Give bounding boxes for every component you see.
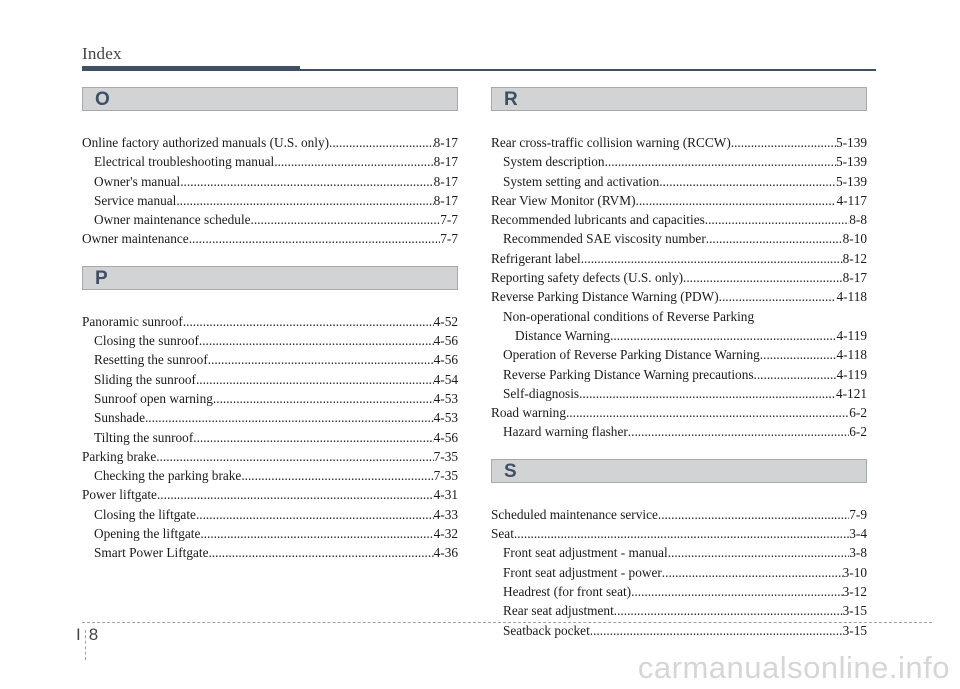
entry-label: Parking brake <box>82 448 157 464</box>
dot-leader <box>731 133 836 152</box>
index-entry <box>82 447 458 466</box>
entry-label: Online factory authorized manuals (U.S. only) <box>82 135 330 150</box>
entry-label: Owner maintenance schedule <box>94 212 251 228</box>
entry-label: Sunroof open warning <box>94 390 213 406</box>
index-entry <box>491 287 867 306</box>
index-entry <box>82 172 458 191</box>
dot-leader <box>156 447 433 466</box>
entry-label: Hazard warning flasher <box>503 424 628 440</box>
entry-label: Refrigerant label <box>491 250 581 266</box>
dot-leader <box>668 543 850 562</box>
entry-page-ref: 3-8 <box>849 545 867 561</box>
dot-leader <box>241 466 433 485</box>
dot-leader <box>251 210 441 229</box>
index-entry <box>491 621 867 640</box>
dot-leader <box>590 621 843 640</box>
index-entry <box>491 229 867 248</box>
footer-page-number: 8 <box>88 625 107 644</box>
index-entry <box>491 326 867 345</box>
entry-label: Smart Power Liftgate <box>94 545 209 561</box>
entry-page-ref: 3-10 <box>842 564 867 580</box>
index-entries <box>491 505 867 640</box>
index-entry <box>82 229 458 248</box>
entry-page-ref: 5-139 <box>835 135 867 150</box>
footer-section-letter: I <box>76 625 89 644</box>
dot-leader <box>213 389 434 408</box>
dot-leader <box>200 524 433 543</box>
entry-page-ref: 3-15 <box>842 622 867 638</box>
dot-leader <box>754 365 837 384</box>
index-entry <box>491 345 867 364</box>
section-header-o <box>82 87 458 111</box>
header-rule <box>300 69 876 71</box>
index-entry <box>491 172 867 191</box>
entry-label: Electrical troubleshooting manual <box>94 154 275 170</box>
entry-page-ref: 4-56 <box>433 333 458 349</box>
page-number <box>76 625 106 645</box>
entry-page-ref: 8-17 <box>433 135 458 150</box>
index-entry <box>491 563 867 582</box>
entry-page-ref: 7-35 <box>433 448 458 464</box>
entry-label: Reverse Parking Distance Warning (PDW) <box>491 289 719 305</box>
entry-page-ref: 4-54 <box>433 371 458 387</box>
index-entry <box>82 350 458 369</box>
dot-leader <box>566 403 849 422</box>
entry-label: Front seat adjustment - power <box>503 564 662 580</box>
entry-label: Reverse Parking Distance Warning precautions <box>503 366 754 382</box>
entry-page-ref: 6-2 <box>849 405 867 421</box>
dot-leader <box>631 582 843 601</box>
entry-label: Recommended SAE viscosity number <box>503 231 706 247</box>
entry-page-ref: 4-31 <box>433 487 458 503</box>
entry-page-ref: 4-33 <box>433 506 458 522</box>
dot-leader <box>180 172 433 191</box>
entry-page-ref: 4-32 <box>433 526 458 542</box>
index-entry <box>82 543 458 562</box>
entry-page-ref: 4-118 <box>836 289 867 305</box>
entry-label: Headrest (for front seat) <box>503 583 632 599</box>
index-entry <box>491 601 867 620</box>
entry-label: Resetting the sunroof <box>94 352 208 368</box>
entry-page-ref: 3-4 <box>849 526 867 542</box>
index-entry <box>491 249 867 268</box>
entry-page-ref: 4-119 <box>836 327 867 343</box>
dot-leader <box>189 229 441 248</box>
index-entry <box>491 191 867 210</box>
index-entry <box>82 505 458 524</box>
index-entries <box>491 133 867 442</box>
section-gap <box>491 442 867 459</box>
entry-label: Operation of Reverse Parking Distance Warning <box>503 347 760 363</box>
dot-leader <box>199 331 434 350</box>
section-letter: R <box>504 89 518 110</box>
entry-page-ref: 8-12 <box>842 250 867 266</box>
footer-rule <box>82 622 932 623</box>
dot-leader <box>514 524 849 543</box>
index-entry <box>491 505 867 524</box>
entry-label: Power liftgate <box>82 487 157 503</box>
index-entry <box>82 331 458 350</box>
dot-leader <box>274 152 433 171</box>
dot-leader <box>208 350 434 369</box>
page-title: Index <box>82 44 122 63</box>
entry-page-ref: 8-8 <box>849 212 867 228</box>
entry-label: Service manual <box>94 192 177 208</box>
entry-label: Distance Warning <box>515 327 611 343</box>
dot-leader <box>581 249 843 268</box>
entry-label: Sunshade <box>94 410 145 426</box>
entry-page-ref: 4-119 <box>836 366 867 382</box>
entry-page-ref: 4-53 <box>433 390 458 406</box>
dot-leader <box>176 191 433 210</box>
section-header-r <box>491 87 867 111</box>
section-letter: O <box>95 89 110 110</box>
index-entry <box>82 428 458 447</box>
entry-label: Closing the liftgate <box>94 506 196 522</box>
entry-page-ref: 3-15 <box>842 603 867 619</box>
entry-page-ref: 8-10 <box>842 231 867 247</box>
entry-label: Self-diagnosis <box>503 385 580 401</box>
dot-leader <box>605 152 836 171</box>
section-gap <box>82 249 458 266</box>
entry-label: Recommended lubricants and capacities <box>491 212 705 228</box>
dot-leader <box>196 505 434 524</box>
dot-leader <box>706 229 843 248</box>
index-entry <box>491 365 867 384</box>
dot-leader <box>196 370 434 389</box>
index-entry <box>491 384 867 403</box>
section-header-p <box>82 266 458 290</box>
dot-leader <box>760 345 837 364</box>
entry-label: Reporting safety defects (U.S. only) <box>491 270 684 286</box>
entry-label: Sliding the sunroof <box>94 371 196 387</box>
entry-page-ref: 8-17 <box>433 154 458 170</box>
section-letter: P <box>95 267 108 289</box>
index-entry <box>82 485 458 504</box>
index-entry <box>491 307 867 326</box>
index-entry <box>82 389 458 408</box>
entry-page-ref: 8-17 <box>433 173 458 189</box>
dot-leader <box>157 485 434 504</box>
entry-page-ref: 5-139 <box>835 154 867 170</box>
entry-label: Seat <box>491 526 514 542</box>
entry-page-ref: 4-36 <box>433 545 458 561</box>
index-entries <box>82 312 458 563</box>
dot-leader <box>659 172 836 191</box>
entry-label: System description <box>503 154 605 170</box>
entry-label: Rear seat adjustment <box>503 603 614 619</box>
entry-page-ref: 4-52 <box>433 313 458 329</box>
section-letter: S <box>504 460 517 482</box>
entry-page-ref: 3-12 <box>842 583 867 599</box>
dot-leader <box>329 133 434 152</box>
index-entries <box>82 133 458 249</box>
entry-label: Road warning <box>491 405 566 421</box>
entry-page-ref: 5-139 <box>835 173 867 189</box>
dot-leader <box>208 543 433 562</box>
entry-label: Rear cross-traffic collision warning (RCCW) <box>491 135 731 150</box>
index-entry <box>82 370 458 389</box>
dot-leader <box>579 384 836 403</box>
header-accent-bar <box>82 66 300 71</box>
entry-label: Opening the liftgate <box>94 526 201 542</box>
entry-page-ref: 4-121 <box>835 385 867 401</box>
dot-leader <box>662 563 843 582</box>
entry-label: Checking the parking brake <box>94 468 242 484</box>
index-entry <box>82 133 458 152</box>
right-column <box>491 87 867 640</box>
entry-label: Closing the sunroof <box>94 333 199 349</box>
dot-leader <box>719 287 837 306</box>
index-entry <box>491 403 867 422</box>
section-header-s <box>491 459 867 483</box>
index-entry <box>82 524 458 543</box>
dot-leader <box>145 408 434 427</box>
entry-page-ref: 4-117 <box>836 192 867 208</box>
index-entry <box>82 466 458 485</box>
dot-leader <box>628 422 849 441</box>
entry-label: System setting and activation <box>503 173 660 189</box>
entry-page-ref: 4-56 <box>433 429 458 445</box>
entry-label: Owner maintenance <box>82 231 189 247</box>
dot-leader <box>193 428 433 447</box>
entry-label: Owner's manual <box>94 173 181 189</box>
watermark: carmanualsonline.info <box>637 650 950 685</box>
entry-label: Front seat adjustment - manual <box>503 545 668 561</box>
entry-page-ref: 7-7 <box>440 212 458 228</box>
index-entry <box>82 152 458 171</box>
dot-leader <box>683 268 843 287</box>
entry-page-ref: 7-9 <box>849 506 867 522</box>
dot-leader <box>614 601 843 620</box>
entry-page-ref: 4-53 <box>433 410 458 426</box>
entry-page-ref: 8-17 <box>842 270 867 286</box>
index-entry <box>491 422 867 441</box>
dot-leader <box>183 312 434 331</box>
index-entry <box>491 543 867 562</box>
dot-leader <box>658 505 849 524</box>
index-entry <box>491 268 867 287</box>
entry-page-ref: 4-56 <box>433 352 458 368</box>
index-entry <box>491 210 867 229</box>
index-entry <box>491 582 867 601</box>
entry-label: Rear View Monitor (RVM) <box>491 192 636 208</box>
index-entry <box>82 408 458 427</box>
entry-page-ref: 6-2 <box>849 424 867 440</box>
index-entry <box>491 152 867 171</box>
entry-page-ref: 7-7 <box>440 231 458 247</box>
dot-leader <box>705 210 849 229</box>
dot-leader <box>610 326 836 345</box>
index-entry <box>82 210 458 229</box>
entry-label: Scheduled maintenance service <box>491 506 658 522</box>
index-entry <box>82 312 458 331</box>
index-entry <box>491 133 867 152</box>
entry-page-ref: 7-35 <box>433 468 458 484</box>
entry-label: Tilting the sunroof <box>94 429 194 445</box>
entry-page-ref: 4-118 <box>836 347 867 363</box>
entry-label: Non-operational conditions of Reverse Parking <box>503 308 755 324</box>
dot-leader <box>636 191 837 210</box>
index-entry <box>491 524 867 543</box>
entry-label: Panoramic sunroof <box>82 313 183 329</box>
index-entry <box>82 191 458 210</box>
entry-label: Seatback pocket <box>503 622 590 638</box>
entry-page-ref: 8-17 <box>433 192 458 208</box>
left-column <box>82 87 458 563</box>
